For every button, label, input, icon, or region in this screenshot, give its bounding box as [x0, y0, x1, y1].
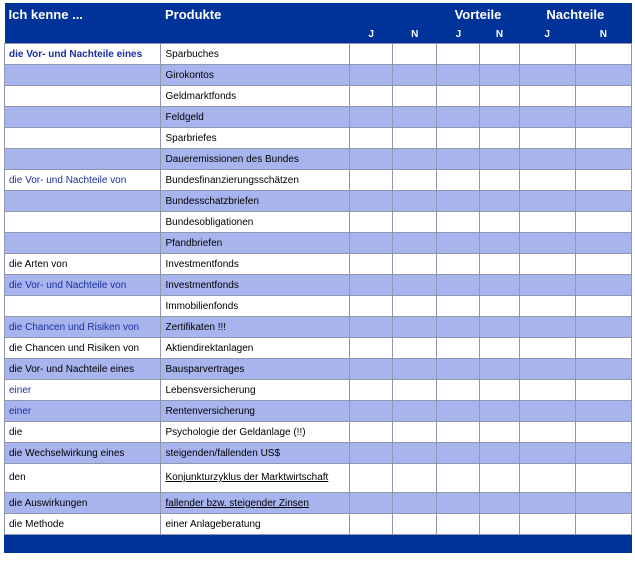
header-spacer: [161, 25, 350, 44]
answer-cell[interactable]: [437, 149, 480, 170]
answer-cell[interactable]: [575, 170, 631, 191]
row-prefix: [5, 191, 161, 212]
table-row: [5, 422, 632, 443]
answer-cell[interactable]: [575, 233, 631, 254]
answer-cell[interactable]: [519, 86, 575, 107]
answer-cell[interactable]: [350, 86, 393, 107]
answer-cell[interactable]: [437, 170, 480, 191]
answer-cell[interactable]: [393, 149, 437, 170]
header-j: J: [350, 25, 393, 44]
answer-cell[interactable]: [519, 380, 575, 401]
header-n: N: [393, 25, 437, 44]
answer-cell[interactable]: [575, 212, 631, 233]
header-ich-kenne: Ich kenne ...: [5, 3, 161, 25]
row-product: Daueremissionen des Bundes: [161, 149, 350, 170]
answer-cell[interactable]: [575, 149, 631, 170]
answer-cell[interactable]: [393, 65, 437, 86]
answer-cell[interactable]: [437, 128, 480, 149]
answer-cell[interactable]: [437, 422, 480, 443]
answer-cell[interactable]: [437, 212, 480, 233]
answer-cell[interactable]: [519, 254, 575, 275]
row-prefix: [5, 107, 161, 128]
answer-cell[interactable]: [437, 65, 480, 86]
answer-cell[interactable]: [575, 275, 631, 296]
answer-cell[interactable]: [350, 443, 393, 464]
answer-cell[interactable]: [393, 359, 437, 380]
table-body: [5, 44, 632, 535]
answer-cell[interactable]: [575, 128, 631, 149]
answer-cell[interactable]: [350, 128, 393, 149]
answer-cell[interactable]: [519, 464, 575, 493]
answer-cell[interactable]: [575, 443, 631, 464]
answer-cell[interactable]: [480, 422, 519, 443]
answer-cell[interactable]: [480, 212, 519, 233]
answer-cell[interactable]: [350, 401, 393, 422]
answer-cell[interactable]: [437, 233, 480, 254]
answer-cell[interactable]: [480, 338, 519, 359]
answer-cell[interactable]: [480, 128, 519, 149]
answer-cell[interactable]: [350, 44, 393, 65]
answer-cell[interactable]: [350, 464, 393, 493]
product-knowledge-table-wrapper: [4, 3, 632, 553]
table-row: [5, 170, 632, 191]
answer-cell[interactable]: [350, 170, 393, 191]
answer-cell[interactable]: [437, 443, 480, 464]
answer-cell[interactable]: [437, 191, 480, 212]
answer-cell[interactable]: [393, 317, 437, 338]
row-prefix: den: [5, 464, 161, 493]
answer-cell[interactable]: [480, 44, 519, 65]
answer-cell[interactable]: [519, 317, 575, 338]
answer-cell[interactable]: [350, 254, 393, 275]
header-spacer: [350, 3, 393, 25]
answer-cell[interactable]: [480, 149, 519, 170]
table-row: [5, 401, 632, 422]
answer-cell[interactable]: [519, 44, 575, 65]
answer-cell[interactable]: [437, 359, 480, 380]
answer-cell[interactable]: [575, 464, 631, 493]
header-vorteile: Vorteile: [437, 3, 519, 25]
row-prefix: [5, 149, 161, 170]
answer-cell[interactable]: [575, 254, 631, 275]
answer-cell[interactable]: [519, 443, 575, 464]
answer-cell[interactable]: [437, 493, 480, 514]
answer-cell[interactable]: [393, 493, 437, 514]
row-prefix: die Methode: [5, 514, 161, 535]
row-product: Investmentfonds: [161, 275, 350, 296]
answer-cell[interactable]: [519, 493, 575, 514]
row-product: Pfandbriefen: [161, 233, 350, 254]
answer-cell[interactable]: [519, 514, 575, 535]
answer-cell[interactable]: [393, 464, 437, 493]
answer-cell[interactable]: [480, 170, 519, 191]
answer-cell[interactable]: [519, 128, 575, 149]
answer-cell[interactable]: [437, 338, 480, 359]
table-row: [5, 296, 632, 317]
row-product: Geldmarktfonds: [161, 86, 350, 107]
row-product: fallender bzw. steigender Zinsen: [161, 493, 350, 514]
answer-cell[interactable]: [350, 359, 393, 380]
answer-cell[interactable]: [393, 296, 437, 317]
answer-cell[interactable]: [437, 317, 480, 338]
answer-cell[interactable]: [393, 275, 437, 296]
table-row: [5, 338, 632, 359]
answer-cell[interactable]: [575, 86, 631, 107]
answer-cell[interactable]: [350, 65, 393, 86]
answer-cell[interactable]: [480, 233, 519, 254]
answer-cell[interactable]: [393, 233, 437, 254]
header-n: N: [480, 25, 519, 44]
answer-cell[interactable]: [519, 65, 575, 86]
answer-cell[interactable]: [480, 107, 519, 128]
answer-cell[interactable]: [350, 296, 393, 317]
answer-cell[interactable]: [519, 233, 575, 254]
row-product: Konjunkturzyklus der Marktwirtschaft: [161, 464, 350, 493]
answer-cell[interactable]: [437, 401, 480, 422]
answer-cell[interactable]: [437, 254, 480, 275]
answer-cell[interactable]: [393, 254, 437, 275]
table-footer-bar: [4, 535, 632, 553]
answer-cell[interactable]: [393, 107, 437, 128]
answer-cell[interactable]: [480, 359, 519, 380]
answer-cell[interactable]: [437, 86, 480, 107]
row-prefix: die Chancen und Risiken von: [5, 317, 161, 338]
row-prefix: [5, 296, 161, 317]
row-product: Zertifikaten !!!: [161, 317, 350, 338]
header-nachteile: Nachteile: [519, 3, 631, 25]
answer-cell[interactable]: [393, 128, 437, 149]
answer-cell[interactable]: [480, 380, 519, 401]
table-row: [5, 514, 632, 535]
answer-cell[interactable]: [437, 514, 480, 535]
answer-cell[interactable]: [480, 254, 519, 275]
table-row: [5, 107, 632, 128]
header-spacer: [393, 3, 437, 25]
row-product: Bausparvertrages: [161, 359, 350, 380]
answer-cell[interactable]: [393, 338, 437, 359]
answer-cell[interactable]: [393, 443, 437, 464]
answer-cell[interactable]: [480, 493, 519, 514]
row-product: Bundesobligationen: [161, 212, 350, 233]
answer-cell[interactable]: [350, 212, 393, 233]
product-knowledge-table: [4, 3, 632, 535]
answer-cell[interactable]: [393, 170, 437, 191]
answer-cell[interactable]: [350, 275, 393, 296]
row-prefix: die: [5, 422, 161, 443]
answer-cell[interactable]: [575, 44, 631, 65]
answer-cell[interactable]: [575, 514, 631, 535]
answer-cell[interactable]: [437, 296, 480, 317]
answer-cell[interactable]: [519, 338, 575, 359]
answer-cell[interactable]: [350, 514, 393, 535]
table-row: [5, 254, 632, 275]
answer-cell[interactable]: [437, 44, 480, 65]
table-row: [5, 275, 632, 296]
answer-cell[interactable]: [393, 44, 437, 65]
answer-cell[interactable]: [393, 86, 437, 107]
answer-cell[interactable]: [393, 380, 437, 401]
row-product: Bundesfinanzierungsschätzen: [161, 170, 350, 191]
answer-cell[interactable]: [575, 359, 631, 380]
answer-cell[interactable]: [519, 359, 575, 380]
answer-cell[interactable]: [393, 401, 437, 422]
table-header: [5, 3, 632, 44]
header-j: J: [437, 25, 480, 44]
row-product: Investmentfonds: [161, 254, 350, 275]
table-row: [5, 128, 632, 149]
row-prefix: die Auswirkungen: [5, 493, 161, 514]
row-prefix: [5, 86, 161, 107]
row-product: Rentenversicherung: [161, 401, 350, 422]
answer-cell[interactable]: [350, 380, 393, 401]
answer-cell[interactable]: [393, 514, 437, 535]
answer-cell[interactable]: [575, 493, 631, 514]
header-j: J: [519, 25, 575, 44]
answer-cell[interactable]: [480, 86, 519, 107]
row-prefix: einer: [5, 380, 161, 401]
answer-cell[interactable]: [519, 401, 575, 422]
answer-cell[interactable]: [393, 212, 437, 233]
answer-cell[interactable]: [350, 107, 393, 128]
table-row: [5, 493, 632, 514]
row-product: Sparbuches: [161, 44, 350, 65]
answer-cell[interactable]: [480, 443, 519, 464]
answer-cell[interactable]: [480, 296, 519, 317]
answer-cell[interactable]: [437, 464, 480, 493]
answer-cell[interactable]: [519, 422, 575, 443]
answer-cell[interactable]: [350, 338, 393, 359]
table-row: [5, 359, 632, 380]
answer-cell[interactable]: [519, 107, 575, 128]
answer-cell[interactable]: [393, 191, 437, 212]
table-row: [5, 317, 632, 338]
table-row: [5, 149, 632, 170]
answer-cell[interactable]: [575, 422, 631, 443]
answer-cell[interactable]: [480, 464, 519, 493]
table-row: [5, 212, 632, 233]
answer-cell[interactable]: [519, 191, 575, 212]
answer-cell[interactable]: [575, 296, 631, 317]
answer-cell[interactable]: [437, 107, 480, 128]
row-product: einer Anlageberatung: [161, 514, 350, 535]
row-prefix: [5, 233, 161, 254]
row-prefix: die Vor- und Nachteile eines: [5, 44, 161, 65]
header-spacer: [5, 25, 161, 44]
table-row: [5, 65, 632, 86]
answer-cell[interactable]: [350, 233, 393, 254]
row-product: Bundesschatzbriefen: [161, 191, 350, 212]
answer-cell[interactable]: [575, 380, 631, 401]
row-product: Immobilienfonds: [161, 296, 350, 317]
row-prefix: [5, 128, 161, 149]
row-prefix: die Chancen und Risiken von: [5, 338, 161, 359]
answer-cell[interactable]: [519, 212, 575, 233]
answer-cell[interactable]: [437, 380, 480, 401]
row-prefix: [5, 212, 161, 233]
answer-cell[interactable]: [350, 149, 393, 170]
answer-cell[interactable]: [575, 401, 631, 422]
answer-cell[interactable]: [519, 149, 575, 170]
answer-cell[interactable]: [480, 514, 519, 535]
row-product: Lebensversicherung: [161, 380, 350, 401]
answer-cell[interactable]: [350, 493, 393, 514]
answer-cell[interactable]: [393, 422, 437, 443]
row-product: Psychologie der Geldanlage (!!): [161, 422, 350, 443]
answer-cell[interactable]: [480, 191, 519, 212]
answer-cell[interactable]: [480, 65, 519, 86]
answer-cell[interactable]: [519, 296, 575, 317]
table-row: [5, 86, 632, 107]
table-row: [5, 464, 632, 493]
row-prefix: die Vor- und Nachteile von: [5, 170, 161, 191]
header-produkte: Produkte: [161, 3, 350, 25]
answer-cell[interactable]: [480, 275, 519, 296]
answer-cell[interactable]: [480, 401, 519, 422]
answer-cell[interactable]: [575, 107, 631, 128]
row-prefix: die Vor- und Nachteile eines: [5, 359, 161, 380]
answer-cell[interactable]: [350, 191, 393, 212]
answer-cell[interactable]: [519, 170, 575, 191]
answer-cell[interactable]: [350, 422, 393, 443]
header-n: N: [575, 25, 631, 44]
row-prefix: die Wechselwirkung eines: [5, 443, 161, 464]
row-product: Sparbriefes: [161, 128, 350, 149]
answer-cell[interactable]: [575, 338, 631, 359]
answer-cell[interactable]: [437, 275, 480, 296]
table-row: [5, 44, 632, 65]
table-row: [5, 233, 632, 254]
table-row: [5, 380, 632, 401]
table-row: [5, 191, 632, 212]
row-product: Feldgeld: [161, 107, 350, 128]
row-prefix: die Arten von: [5, 254, 161, 275]
answer-cell[interactable]: [575, 65, 631, 86]
row-prefix: [5, 65, 161, 86]
row-product: steigenden/fallenden US$: [161, 443, 350, 464]
row-prefix: die Vor- und Nachteile von: [5, 275, 161, 296]
table-row: [5, 443, 632, 464]
answer-cell[interactable]: [575, 317, 631, 338]
answer-cell[interactable]: [575, 191, 631, 212]
answer-cell[interactable]: [480, 317, 519, 338]
answer-cell[interactable]: [350, 317, 393, 338]
row-prefix: einer: [5, 401, 161, 422]
row-product: Aktiendirektanlagen: [161, 338, 350, 359]
row-product: Girokontos: [161, 65, 350, 86]
answer-cell[interactable]: [519, 275, 575, 296]
